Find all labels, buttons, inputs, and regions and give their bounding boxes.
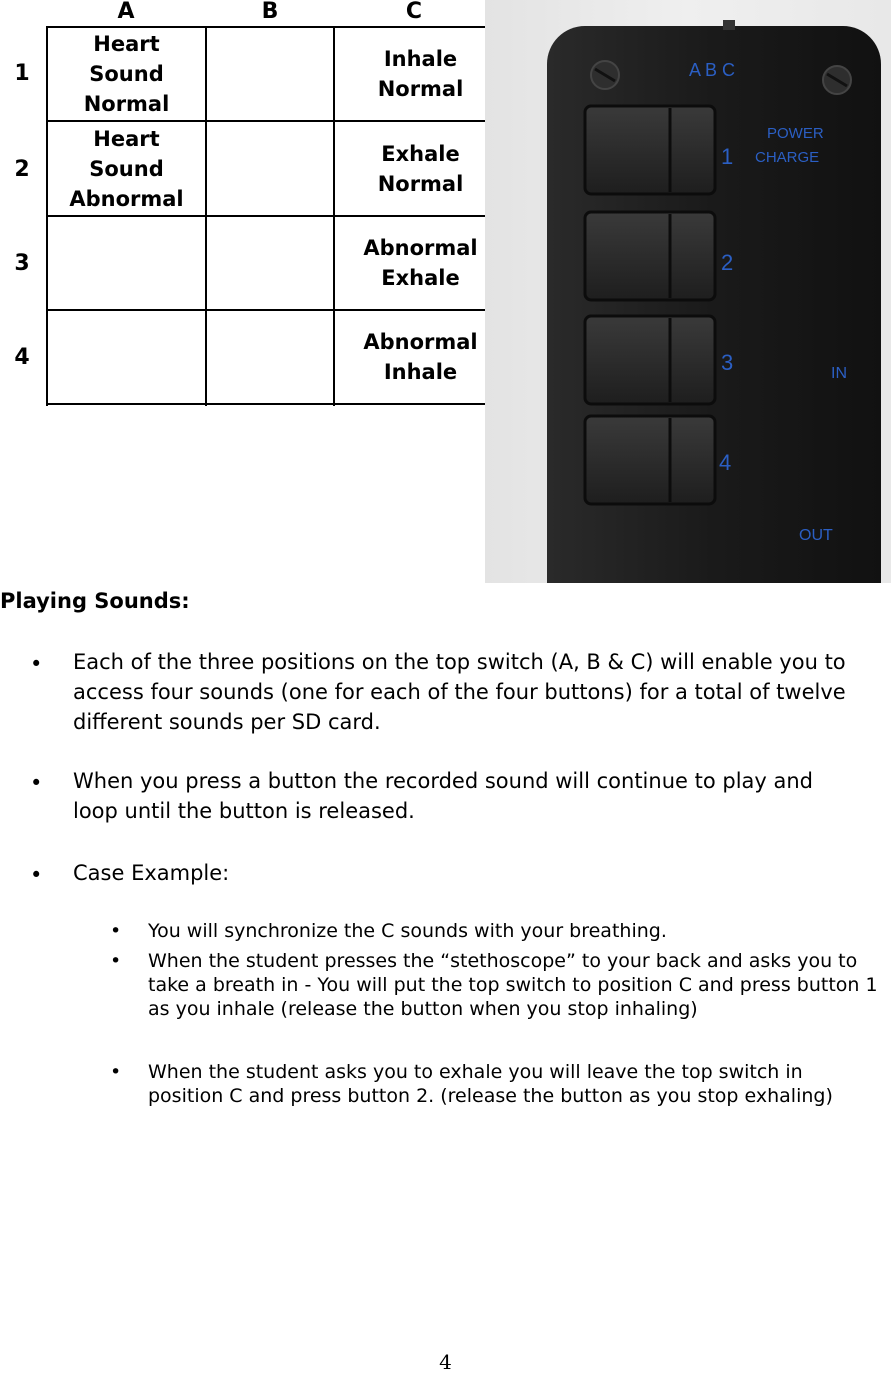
button-number-1: 1 xyxy=(721,144,734,169)
button-number-3: 3 xyxy=(721,350,734,375)
remote-button-1 xyxy=(585,106,715,194)
sub-bullet-marker: • xyxy=(110,950,122,972)
row-label-3: 3 xyxy=(14,251,30,276)
cell-3b xyxy=(207,217,333,309)
grid-line xyxy=(46,403,506,405)
cell-3c: Abnormal Exhale xyxy=(363,236,478,290)
section-heading: Playing Sounds: xyxy=(0,589,190,613)
sub-bullet-marker: • xyxy=(110,920,122,942)
remote-button-2 xyxy=(585,212,715,300)
bullet-item-2: When you press a button the recorded sound will continue to play and loop until the button is released. xyxy=(73,769,814,823)
top-switch-nub xyxy=(723,20,735,30)
sound-grid-table xyxy=(46,26,506,406)
sub-bullet-item-3: When the student asks you to exhale you will leave the top switch in position C and press button 2. (release the button as you stop exhaling) xyxy=(148,1061,833,1107)
cell-4a xyxy=(48,311,205,403)
bullet-item-3: Case Example: xyxy=(73,861,230,885)
in-port-label: IN xyxy=(831,365,847,382)
remote-button-3 xyxy=(585,316,715,404)
sub-bullet-item-1: You will synchronize the C sounds with your breathing. xyxy=(148,920,667,942)
cell-4b xyxy=(207,311,333,403)
cell-4c: Abnormal Inhale xyxy=(363,330,478,384)
switch-position-label: A B C xyxy=(689,60,736,80)
column-label-a: A xyxy=(117,0,135,24)
charge-label: CHARGE xyxy=(755,149,820,166)
screw-icon xyxy=(823,66,851,94)
cell-1a: Heart Sound Normal xyxy=(83,32,170,116)
sub-bullet-marker: • xyxy=(110,1061,122,1083)
cell-2a: Heart Sound Abnormal xyxy=(69,126,184,211)
cell-1c: Inhale Normal xyxy=(377,47,464,101)
button-number-4: 4 xyxy=(719,450,732,475)
column-label-b: B xyxy=(261,0,279,24)
sub-bullet-item-2: When the student presses the “stethoscope” to your back and asks you to take a breath in - You will put the top switch to position C and press button 1 as you inhale (release the button when you stop inhaling) xyxy=(148,950,878,1020)
bullet-marker: • xyxy=(30,652,43,676)
row-label-1: 1 xyxy=(14,61,30,86)
screw-icon xyxy=(591,61,619,89)
remote-button-4 xyxy=(585,416,715,504)
out-port-label: OUT xyxy=(799,527,833,544)
bullet-item-1: Each of the three positions on the top switch (A, B & C) will enable you to access four sounds (one for each of the four buttons) for a total of twelve different sounds per SD card. xyxy=(73,650,846,734)
cell-1b xyxy=(207,28,333,120)
power-label: POWER xyxy=(767,125,824,142)
row-label-4: 4 xyxy=(14,345,30,370)
bullet-marker: • xyxy=(30,863,43,887)
remote-control-illustration xyxy=(485,0,891,583)
remote-control-photo xyxy=(485,0,891,583)
cell-2c: Exhale Normal xyxy=(377,141,464,196)
row-label-2: 2 xyxy=(14,157,30,182)
cell-2b xyxy=(207,122,333,215)
bullet-marker: • xyxy=(30,771,43,795)
page-number: 4 xyxy=(439,1350,452,1374)
button-number-2: 2 xyxy=(721,250,734,275)
column-label-c: C xyxy=(405,0,423,24)
cell-3a xyxy=(48,217,205,309)
